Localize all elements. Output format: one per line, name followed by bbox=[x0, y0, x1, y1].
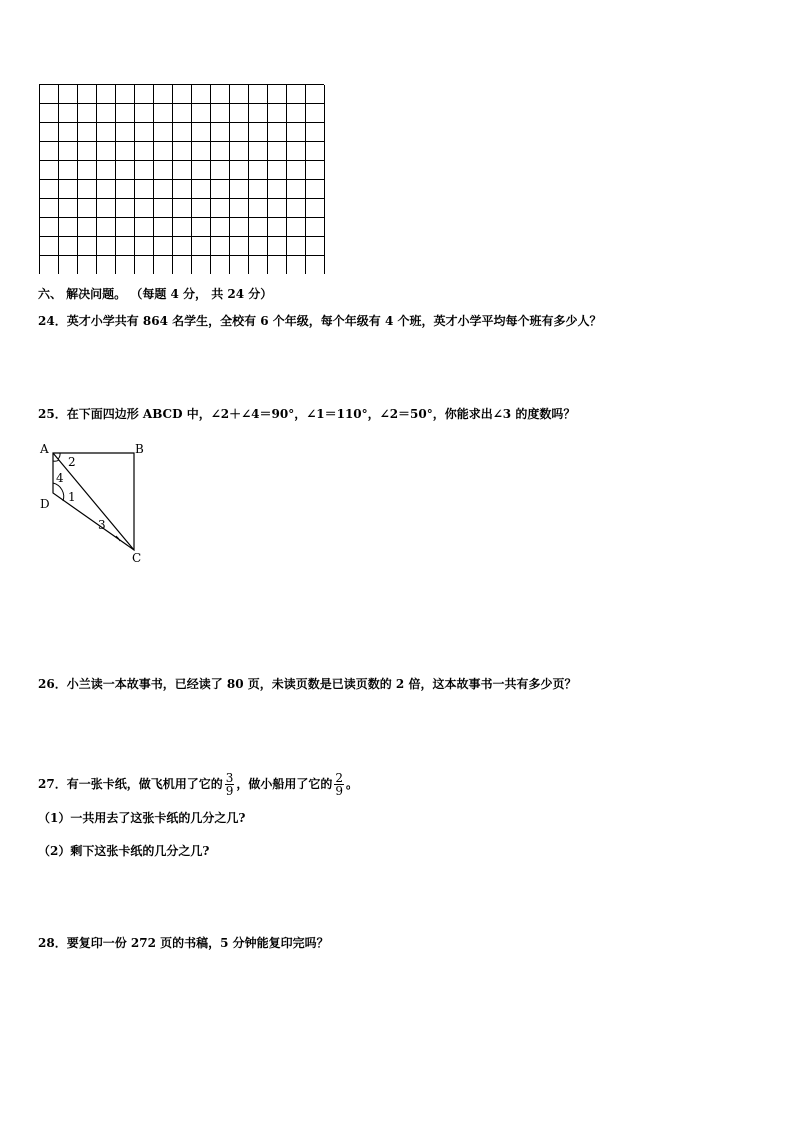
square-grid bbox=[39, 84, 324, 274]
question-27 bbox=[38, 767, 358, 801]
question-25: 25．在下面四边形 ABCD 中，∠2＋∠4＝90°，∠1＝110°，∠2＝50°，你能求出∠3 的度数吗？ bbox=[38, 407, 576, 421]
section-title: 六、 解决问题。 （每题 4 分， 共 24 分） bbox=[38, 287, 273, 301]
angle-4-arc bbox=[53, 460, 59, 461]
fraction-1-denominator: 9 bbox=[225, 784, 234, 798]
vertex-a-label: A bbox=[40, 442, 49, 456]
angle-3-arc bbox=[116, 536, 120, 541]
angle-1-arc bbox=[53, 483, 64, 501]
angle-2-arc bbox=[58, 453, 60, 459]
vertex-c-label: C bbox=[132, 551, 142, 565]
question-28: 28．要复印一份 272 页的书稿，5 分钟能复印完吗？ bbox=[38, 936, 329, 950]
fraction-2-numerator: 2 bbox=[335, 771, 343, 785]
question-27-suffix: 。 bbox=[346, 777, 359, 791]
fraction-2-denominator: 9 bbox=[335, 784, 343, 798]
question-24: 24．英才小学共有 864 名学生，全校有 6 个年级，每个年级有 4 个班，英才小学平均每个班有多少人？ bbox=[38, 314, 602, 328]
fraction-three-ninths bbox=[225, 772, 235, 797]
question-27-sub-1: （1）一共用去了这张卡纸的几分之几? bbox=[38, 811, 246, 825]
quadrilateral-abcd-figure bbox=[36, 438, 156, 568]
fraction-two-ninths bbox=[334, 772, 344, 797]
fraction-1-numerator: 3 bbox=[225, 771, 234, 785]
angle-2-label: 2 bbox=[68, 455, 76, 469]
question-26: 26．小兰读一本故事书，已经读了 80 页，未读页数是已读页数的 2 倍，这本故事书一共有多少页？ bbox=[38, 677, 577, 691]
vertex-b-label: B bbox=[135, 442, 144, 456]
angle-1-label: 1 bbox=[68, 490, 76, 504]
angle-4-label: 4 bbox=[56, 471, 64, 485]
question-27-middle: ，做小船用了它的 bbox=[236, 777, 333, 791]
vertex-d-label: D bbox=[40, 497, 50, 511]
question-27-prefix: 27．有一张卡纸，做飞机用了它的 bbox=[38, 777, 223, 791]
question-27-sub-2: （2）剩下这张卡纸的几分之几? bbox=[38, 844, 210, 858]
angle-3-label: 3 bbox=[98, 518, 106, 532]
